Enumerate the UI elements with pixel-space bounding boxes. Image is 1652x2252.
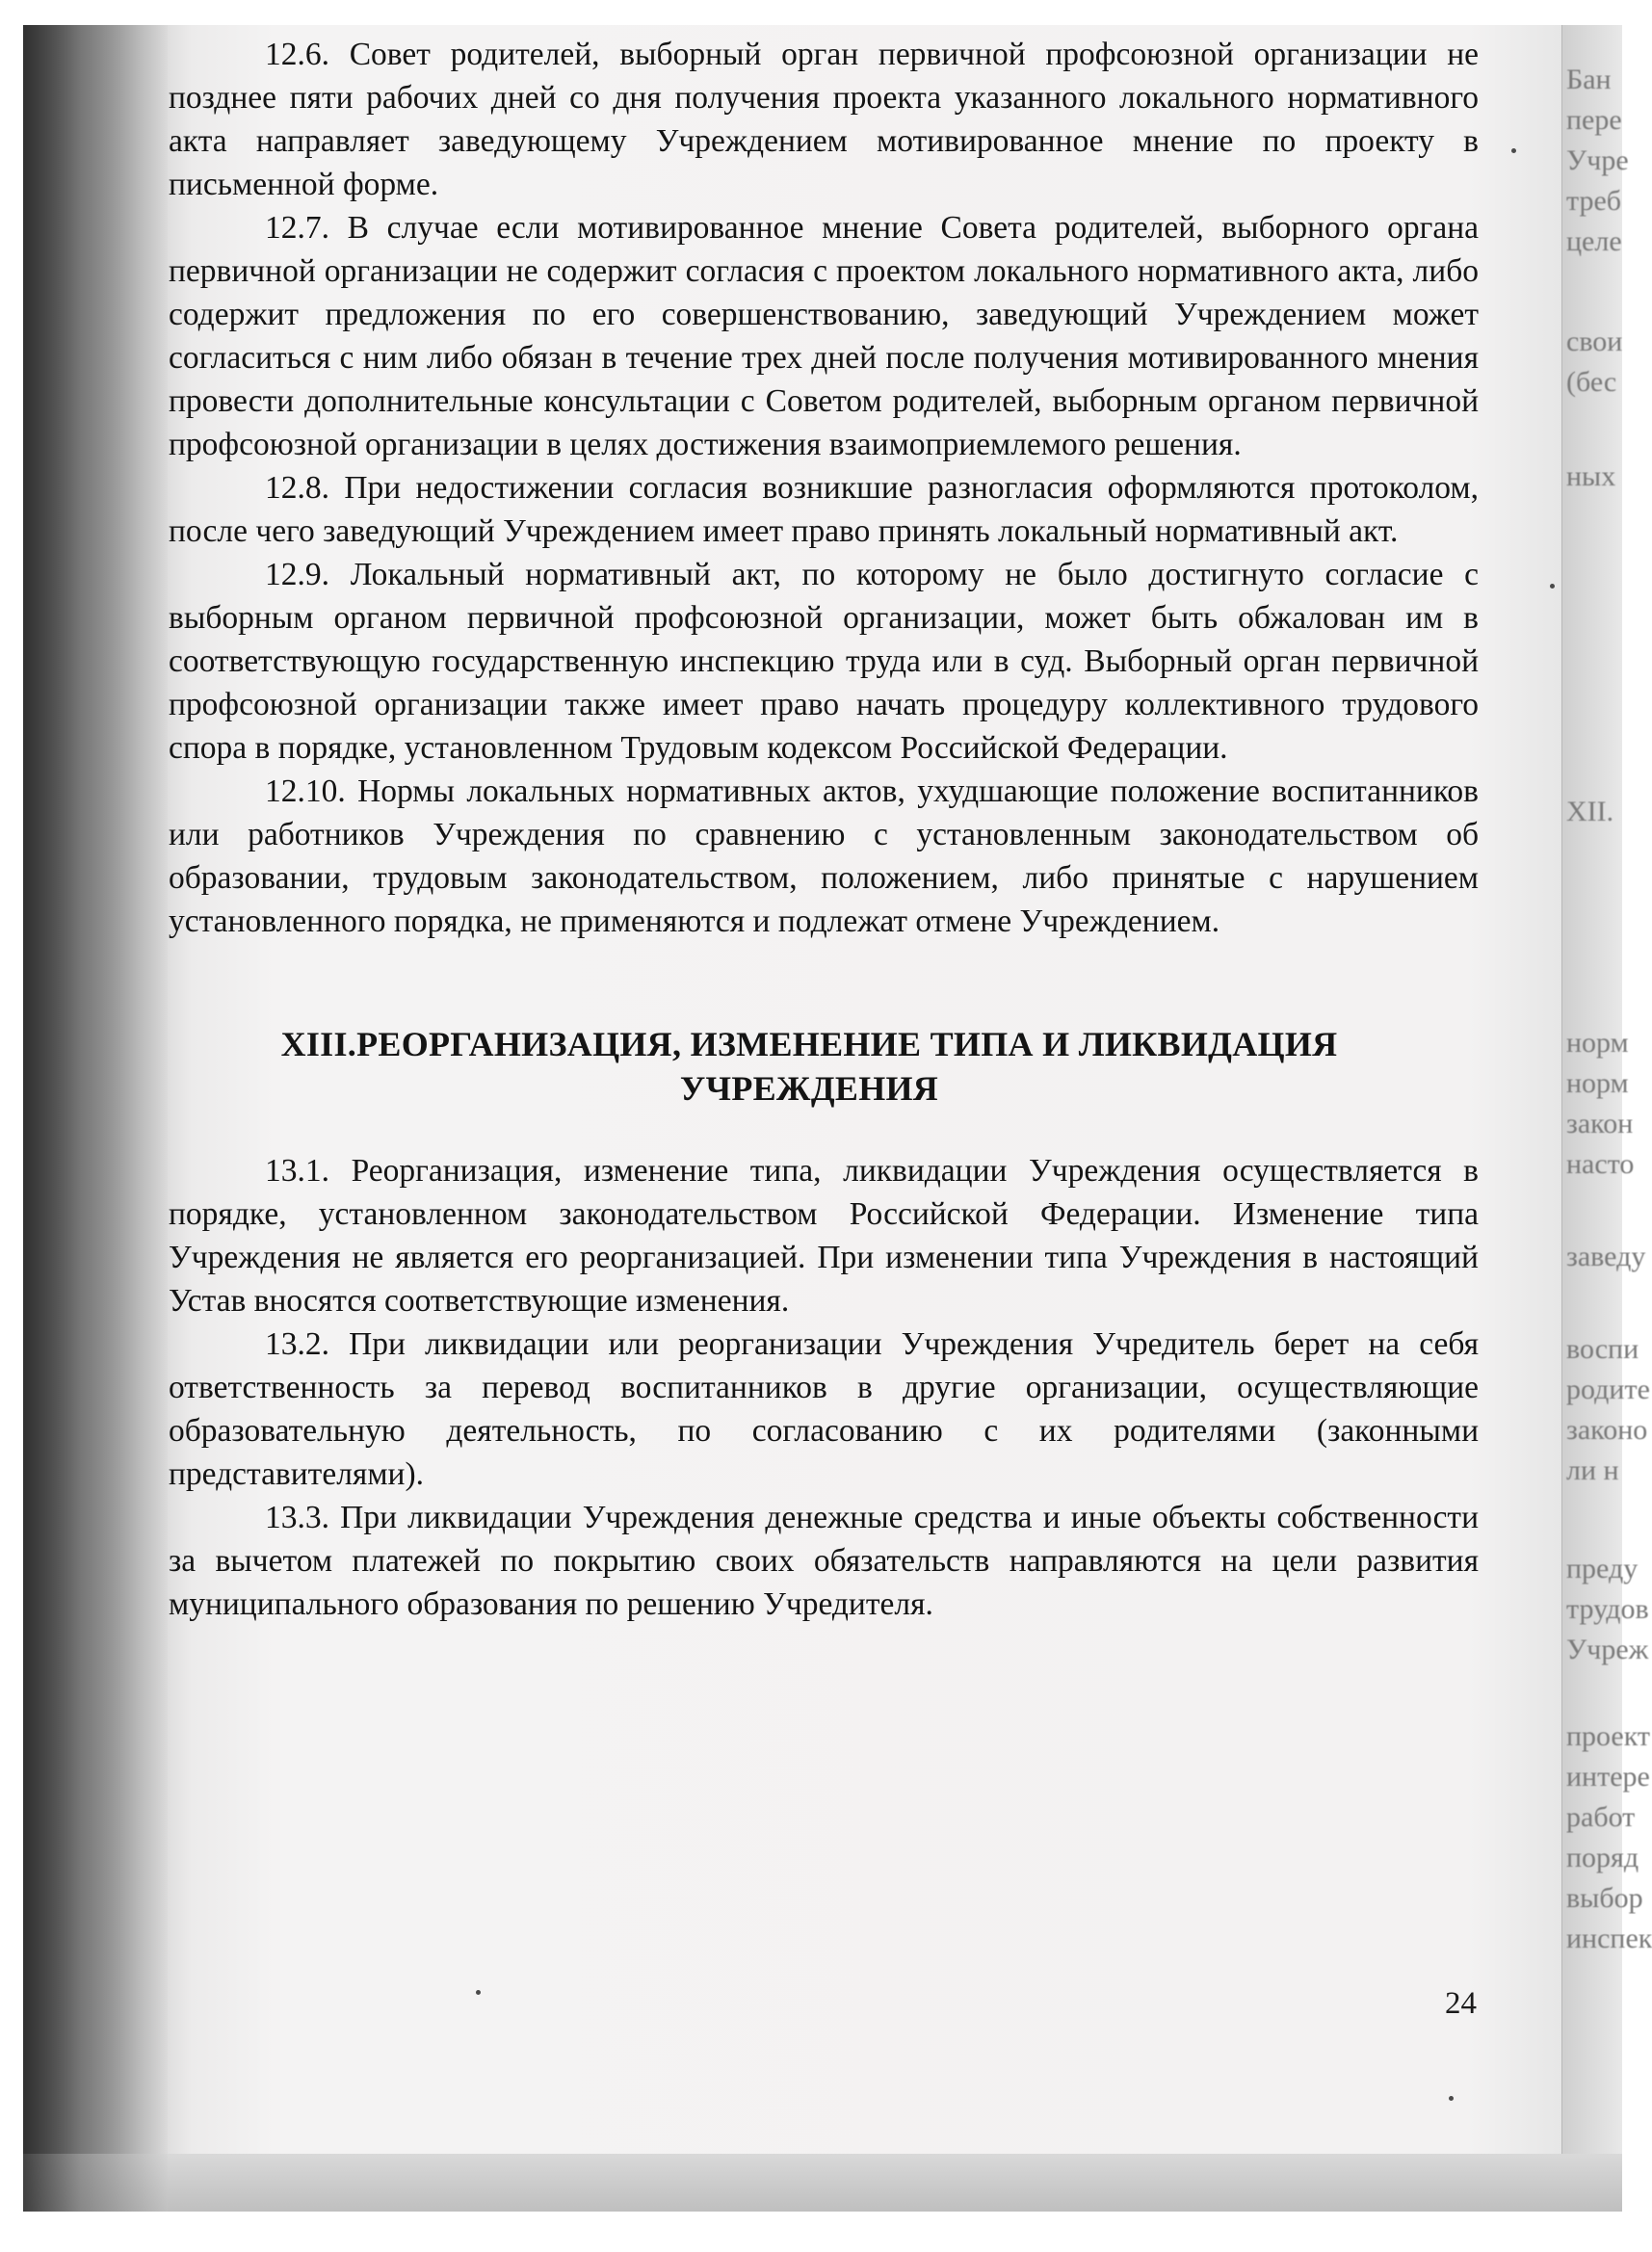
facing-page-fragment: (бес bbox=[1566, 366, 1617, 398]
facing-page-fragment: треб bbox=[1566, 185, 1622, 217]
section-heading bbox=[169, 1022, 1479, 1111]
facing-page-fragment: поряд bbox=[1566, 1842, 1639, 1873]
facing-page-fragment: насто bbox=[1566, 1148, 1635, 1180]
facing-page-fragment: работ bbox=[1566, 1801, 1636, 1833]
paragraph-13-1: 13.1. Реорганизация, изменение типа, ликвидации Учреждения осуществляется в порядке, установленном законодательством Российской Федерации. Изменение типа Учреждения не является его реорганизацией. При изменении типа Учреждения в настоящий Устав вносятся соответствующие изменения. bbox=[169, 1153, 1479, 1319]
facing-page-fragment: интере bbox=[1566, 1761, 1650, 1793]
paragraph-12-9: 12.9. Локальный нормативный акт, по которому не было достигнуто согласие с выборным органом первичной профсоюзной организации, может быть обжалован им в соответствующую государственную инспекцию труда или в суд. Выборный орган первичной профсоюзной организации также имеет право начать процедуру коллективного трудового спора в порядке, установленном Трудовым кодексом Российской Федерации. bbox=[169, 557, 1479, 766]
facing-page-fragment: родите bbox=[1566, 1374, 1650, 1405]
facing-page-fragment: норм bbox=[1566, 1067, 1629, 1099]
document-body bbox=[169, 33, 1479, 1626]
facing-page-fragment: воспи bbox=[1566, 1333, 1639, 1365]
facing-page-fragment: целе bbox=[1566, 225, 1622, 257]
facing-page-fragment: трудов bbox=[1566, 1593, 1649, 1625]
facing-page-fragment: заведу bbox=[1566, 1241, 1646, 1272]
facing-page-edge bbox=[1561, 25, 1652, 2212]
facing-page-fragment: Учре bbox=[1566, 144, 1629, 176]
section-heading-line-2: УЧРЕЖДЕНИЯ bbox=[679, 1069, 939, 1108]
scan-speck bbox=[476, 1990, 481, 1995]
paragraph-12-6: 12.6. Совет родителей, выборный орган первичной профсоюзной организации не позднее пяти рабочих дней со дня получения проекта указанного локального нормативного акта направляет заведующему Учреждением мотивированное мнение по проекту в письменной форме. bbox=[169, 37, 1479, 202]
paragraph-13-2: 13.2. При ликвидации или реорганизации Учреждения Учредитель берет на себя ответственность за перевод воспитанников в другие организации, осуществляющие образовательную деятельность, по согласованию с их родителями (законными представителями). bbox=[169, 1326, 1479, 1492]
facing-page-fragment: пере bbox=[1566, 104, 1622, 136]
facing-page-fragment: закон bbox=[1566, 1108, 1634, 1139]
paragraph-12-8: 12.8. При недостижении согласия возникшие разногласия оформляются протоколом, после чего заведующий Учреждением имеет право принять локальный нормативный акт. bbox=[169, 470, 1479, 549]
paragraph-13-3: 13.3. При ликвидации Учреждения денежные средства и иные объекты собственности за вычетом платежей по покрытию своих обязательств направляются на цели развития муниципального образования по решению Учредителя. bbox=[169, 1500, 1479, 1622]
facing-page-fragment: свои bbox=[1566, 326, 1623, 357]
page-number: 24 bbox=[1445, 1986, 1477, 2021]
section-heading-line-1: XIII.РЕОРГАНИЗАЦИЯ, ИЗМЕНЕНИЕ ТИПА И ЛИКВИДАЦИЯ bbox=[280, 1025, 1338, 1063]
facing-page-fragment: XII. bbox=[1566, 796, 1614, 827]
scan-bottom-edge bbox=[23, 2154, 1622, 2212]
scan-speck bbox=[1550, 584, 1555, 589]
facing-page-fragment: законо bbox=[1566, 1414, 1648, 1446]
facing-page-fragment: Бан bbox=[1566, 64, 1612, 95]
facing-page-fragment: норм bbox=[1566, 1027, 1629, 1059]
scan-speck bbox=[1449, 2096, 1454, 2101]
paragraph-12-7: 12.7. В случае если мотивированное мнение Совета родителей, выборного органа первичной организации не содержит согласия с проектом локального нормативного акта, либо содержит предложения по его совершенствованию, заведующий Учреждением может согласиться с ним либо обязан в течение трех дней после получения мотивированного мнения провести дополнительные консультации с Советом родителей, выборным органом первичной профсоюзной организации в целях достижения взаимоприемлемого решения. bbox=[169, 210, 1479, 462]
facing-page-fragment: ных bbox=[1566, 460, 1616, 492]
paragraph-12-10: 12.10. Нормы локальных нормативных актов, ухудшающие положение воспитанников или работников Учреждения по сравнению с установленным законодательством об образовании, трудовым законодательством, положением, либо принятые с нарушением установленного порядка, не применяются и подлежат отмене Учреждением. bbox=[169, 773, 1479, 939]
facing-page-fragment: проект bbox=[1566, 1720, 1651, 1752]
facing-page-fragment: выбор bbox=[1566, 1882, 1643, 1914]
book-spine-shadow bbox=[23, 25, 168, 2212]
scan-speck bbox=[1511, 148, 1516, 153]
facing-page-fragment: инспек bbox=[1566, 1923, 1652, 1954]
facing-page-fragment: Учреж bbox=[1566, 1634, 1649, 1665]
facing-page-fragment: ли н bbox=[1566, 1454, 1619, 1486]
facing-page-fragment: преду bbox=[1566, 1553, 1639, 1584]
